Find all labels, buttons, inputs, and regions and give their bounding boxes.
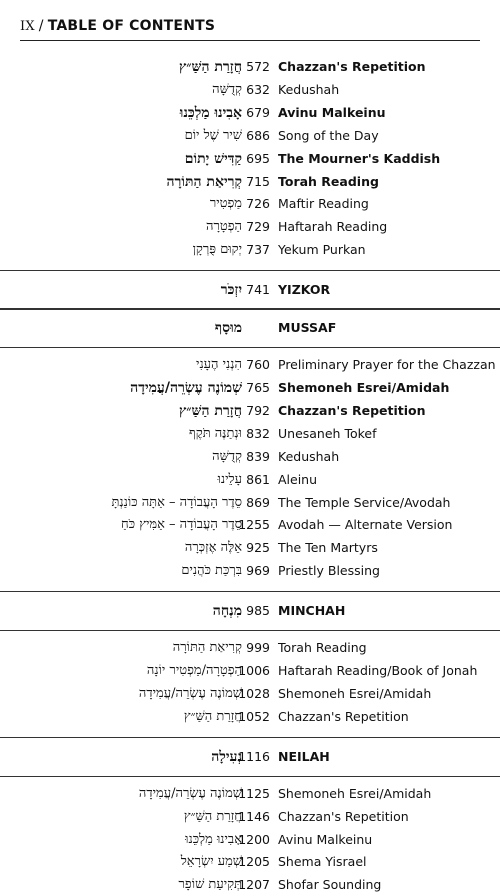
entry-page-number: 760 bbox=[246, 357, 270, 373]
entry-page-number: 737 bbox=[246, 242, 270, 258]
entry-page-number: 792 bbox=[246, 402, 270, 418]
entry-hebrew-title: וּנְתַנֶּה תֹּקֶף bbox=[189, 425, 242, 441]
toc-entry[interactable] bbox=[0, 354, 500, 376]
entry-english-title: Shema Yisrael bbox=[278, 854, 367, 870]
entry-hebrew-title: אָבִינוּ מַלְכֵּנוּ bbox=[179, 104, 242, 121]
toc-entry[interactable] bbox=[0, 377, 500, 399]
entry-hebrew-title: קַדִּישׁ יָתוֹם bbox=[184, 150, 242, 167]
toc-entry[interactable] bbox=[0, 400, 500, 422]
toc-entry[interactable] bbox=[0, 829, 500, 851]
entry-hebrew-title: חֲזָרַת הַשַּׁ״ץ bbox=[183, 708, 242, 724]
entry-page-number: 1200 bbox=[238, 831, 270, 847]
entry-english-title: Aleinu bbox=[278, 471, 318, 487]
section-heading-hebrew: נְעִילָה bbox=[211, 748, 242, 765]
entry-english-title: Avodah — Alternate Version bbox=[278, 517, 453, 533]
entry-hebrew-title: קְדֻשָּׁה bbox=[212, 448, 242, 464]
entry-page-number: 969 bbox=[246, 563, 270, 579]
entry-english-title: Yekum Purkan bbox=[278, 242, 366, 258]
entry-english-title: Torah Reading bbox=[278, 173, 379, 189]
entry-page-number: 832 bbox=[246, 425, 270, 441]
entry-hebrew-title: שְׁמוֹנֶה עֶשְׂרֵה/עֲמִידָה bbox=[138, 685, 242, 701]
entry-hebrew-title: אֵלֶּה אֶזְכְּרָה bbox=[184, 540, 242, 556]
entry-english-title: The Mourner's Kaddish bbox=[278, 150, 441, 166]
toc-entry[interactable] bbox=[0, 79, 500, 101]
page-header bbox=[20, 18, 215, 34]
toc-entry[interactable] bbox=[0, 193, 500, 215]
entry-page-number: 729 bbox=[246, 219, 270, 235]
entry-hebrew-title: קְדֻשָּׁה bbox=[212, 81, 242, 97]
section-heading bbox=[0, 270, 500, 310]
toc-entry[interactable] bbox=[0, 706, 500, 728]
toc-entry[interactable] bbox=[0, 806, 500, 828]
toc-entry[interactable] bbox=[0, 783, 500, 805]
entry-english-title: Torah Reading bbox=[278, 640, 367, 656]
entry-english-title: Priestly Blessing bbox=[278, 563, 380, 579]
entry-page-number: 715 bbox=[246, 173, 270, 189]
page-title: TABLE OF CONTENTS bbox=[47, 18, 216, 34]
toc-entry[interactable] bbox=[0, 660, 500, 682]
entry-hebrew-title: קְרִיאַת הַתּוֹרָה bbox=[166, 173, 242, 190]
toc-entry[interactable] bbox=[0, 446, 500, 468]
entry-hebrew-title: בִּרְכַּת כֹּהֲנִים bbox=[181, 563, 242, 579]
toc-entry[interactable] bbox=[0, 537, 500, 559]
entry-hebrew-title: שִׁיר שֶׁל יוֹם bbox=[184, 127, 242, 143]
entry-hebrew-title: חֲזָרַת הַשַּׁ״ץ bbox=[183, 808, 242, 824]
entry-english-title: Shofar Sounding bbox=[278, 877, 382, 893]
section-heading-hebrew: מִנְחָה bbox=[212, 603, 242, 620]
entry-hebrew-title: הַפְטָרָה bbox=[205, 219, 242, 235]
entry-page-number: 679 bbox=[246, 104, 270, 120]
entry-english-title: Kedushah bbox=[278, 81, 340, 97]
entry-hebrew-title: חֲזָרַת הַשַּׁ״ץ bbox=[178, 59, 242, 75]
entry-hebrew-title: הַפְטָרָה/מַפְטִיר יוֹנָה bbox=[146, 663, 242, 678]
entry-english-title: Shemoneh Esrei/Amidah bbox=[278, 685, 432, 701]
section-heading bbox=[0, 737, 500, 777]
toc-entry[interactable] bbox=[0, 560, 500, 582]
entry-english-title: Chazzan's Repetition bbox=[278, 59, 426, 74]
entry-hebrew-title: חֲזָרַת הַשַּׁ״ץ bbox=[178, 402, 242, 419]
entry-page-number: 1205 bbox=[238, 854, 270, 870]
header-separator: / bbox=[38, 18, 44, 34]
entry-hebrew-title: תְּקִיעַת שׁוֹפָר bbox=[178, 877, 242, 893]
toc-entry[interactable] bbox=[0, 492, 500, 514]
toc-entry[interactable] bbox=[0, 514, 500, 536]
entry-hebrew-title: הִנְנִי הֶעָנִי bbox=[196, 357, 242, 373]
section-heading-english: NEILAH bbox=[278, 748, 330, 764]
toc-entry[interactable] bbox=[0, 239, 500, 261]
toc-entry[interactable] bbox=[0, 125, 500, 147]
entry-page-number: 1028 bbox=[238, 685, 270, 701]
entry-hebrew-title: קְרִיאַת הַתּוֹרָה bbox=[172, 640, 242, 656]
toc-entry[interactable] bbox=[0, 683, 500, 705]
entry-page-number: 1207 bbox=[238, 877, 270, 893]
entry-page-number: 726 bbox=[246, 196, 270, 212]
entry-page-number: 839 bbox=[246, 448, 270, 464]
entry-page-number: 861 bbox=[246, 471, 270, 487]
section-heading-english: YIZKOR bbox=[278, 282, 331, 298]
section-heading-english: MUSSAF bbox=[278, 320, 337, 336]
toc-entry[interactable] bbox=[0, 469, 500, 491]
entry-english-title: Haftarah Reading/Book of Jonah bbox=[278, 663, 478, 678]
entry-page-number: 1125 bbox=[238, 785, 270, 801]
entry-hebrew-title: שְׁמַע יִשְׂרָאֵל bbox=[180, 854, 242, 870]
entry-page-number: 1006 bbox=[238, 663, 270, 678]
entry-english-title: Preliminary Prayer for the Chazzan bbox=[278, 357, 496, 373]
section-heading-english: MINCHAH bbox=[278, 603, 346, 619]
section-heading-hebrew: מוּסָף bbox=[214, 320, 242, 337]
toc-entry[interactable] bbox=[0, 637, 500, 659]
entry-hebrew-title: שְׁמוֹנֶה עֶשְׂרֵה/עֲמִידָה bbox=[138, 785, 242, 801]
entry-hebrew-title: מַפְטִיר bbox=[209, 196, 242, 212]
section-heading-page: 741 bbox=[246, 282, 270, 298]
entry-page-number: 869 bbox=[246, 494, 270, 510]
toc-entry[interactable] bbox=[0, 851, 500, 873]
entry-page-number: 686 bbox=[246, 127, 270, 143]
toc-entry[interactable] bbox=[0, 423, 500, 445]
toc-entry[interactable] bbox=[0, 874, 500, 896]
entry-page-number: 1255 bbox=[238, 517, 270, 533]
toc-entry[interactable] bbox=[0, 102, 500, 124]
page-number: IX bbox=[20, 19, 35, 34]
entry-english-title: Unesaneh Tokef bbox=[278, 425, 377, 441]
entry-hebrew-title: יְקוּם פֻּרְקָן bbox=[192, 242, 242, 258]
entry-english-title: Avinu Malkeinu bbox=[278, 104, 386, 120]
entry-english-title: Chazzan's Repetition bbox=[278, 402, 426, 418]
toc-entry[interactable] bbox=[0, 148, 500, 170]
entry-english-title: Avinu Malkeinu bbox=[278, 831, 373, 847]
entry-hebrew-title: סֵדֶר הָעֲבוֹדָה – אַתָּה כּוֹנַנְתָּ bbox=[111, 494, 242, 510]
entry-page-number: 572 bbox=[246, 59, 270, 74]
entry-english-title: Song of the Day bbox=[278, 127, 379, 143]
entry-page-number: 695 bbox=[246, 150, 270, 166]
toc-entry[interactable] bbox=[0, 171, 500, 193]
entry-english-title: Shemoneh Esrei/Amidah bbox=[278, 380, 450, 395]
section-heading-page: 985 bbox=[246, 603, 270, 619]
entry-english-title: The Temple Service/Avodah bbox=[278, 494, 451, 510]
section-heading-hebrew: יִזְכֹּר bbox=[220, 282, 242, 299]
entry-page-number: 1146 bbox=[238, 808, 270, 824]
toc-entry[interactable] bbox=[0, 216, 500, 238]
entry-page-number: 925 bbox=[246, 540, 270, 556]
entry-page-number: 999 bbox=[246, 640, 270, 656]
entry-english-title: Chazzan's Repetition bbox=[278, 708, 409, 724]
entry-hebrew-title: עָלֵינוּ bbox=[217, 471, 242, 487]
section-heading-page: 1116 bbox=[238, 748, 270, 764]
toc-entry[interactable] bbox=[0, 56, 500, 78]
entry-english-title: The Ten Martyrs bbox=[278, 540, 378, 556]
entry-hebrew-title: סֵדֶר הָעֲבוֹדָה – אַמִּיץ כֹּחַ bbox=[121, 517, 242, 533]
entry-page-number: 1052 bbox=[238, 708, 270, 724]
header-rule bbox=[20, 40, 480, 41]
entry-hebrew-title: אָבִינוּ מַלְכֵּנוּ bbox=[185, 831, 242, 847]
section-heading bbox=[0, 308, 500, 348]
entry-english-title: Shemoneh Esrei/Amidah bbox=[278, 785, 432, 801]
entry-english-title: Maftir Reading bbox=[278, 196, 369, 212]
entry-page-number: 765 bbox=[246, 380, 270, 395]
entry-english-title: Chazzan's Repetition bbox=[278, 808, 409, 824]
entry-english-title: Kedushah bbox=[278, 448, 340, 464]
entry-english-title: Haftarah Reading bbox=[278, 219, 388, 235]
entry-page-number: 632 bbox=[246, 81, 270, 97]
entry-hebrew-title: שְׁמוֹנֶה עֶשְׂרֵה/עֲמִידָה bbox=[130, 380, 242, 396]
section-heading bbox=[0, 591, 500, 631]
